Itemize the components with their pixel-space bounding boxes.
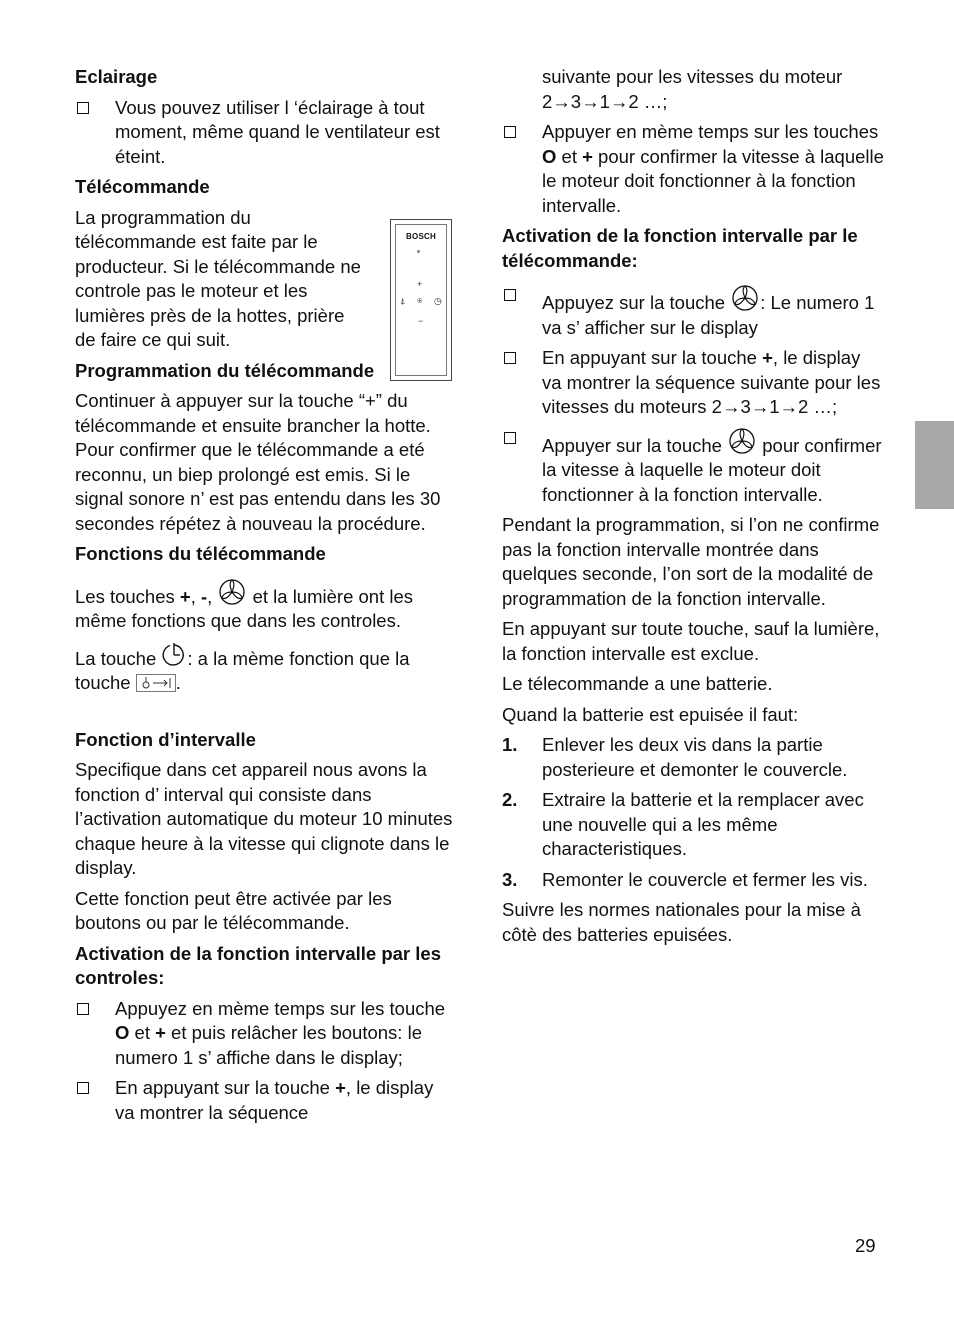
minus-key-label: - — [201, 585, 208, 607]
ctrl-item-2-continued: suivante pour les vitesses du moteur 2→3→1→2 …; — [542, 66, 843, 112]
ctrl-item1-c: et puis relâcher les boutons: le numero 1 s’ affiche dans le display; — [115, 1022, 422, 1068]
checkbox-bullet-icon — [77, 102, 89, 114]
checkbox-bullet-icon — [77, 1003, 89, 1015]
checkbox-bullet-icon — [504, 432, 516, 444]
fan-arrow-icon — [136, 674, 176, 692]
touches-para — [75, 577, 457, 634]
para-suivre: Suivre les normes nationales pour la mise à côtè des batteries epuisées. — [502, 899, 861, 945]
tel-item3-b: pour confirmer la vitesse à laquelle le moteur doit fonctionner à la fonction intervalle. — [542, 434, 882, 505]
remote-minus-button: − — [418, 316, 424, 326]
para-quand: Quand la batterie est epuisée il faut: — [502, 703, 799, 725]
fan-icon — [217, 577, 247, 607]
telecommande-heading: Télécommande — [75, 176, 210, 197]
fonctions-heading: Fonctions du télécommande — [75, 543, 326, 564]
remote-brand-logo: BOSCH — [406, 232, 436, 241]
para-appuyant: En appuyant sur toute touche, sauf la lumière, la fonction intervalle est exclue. — [502, 618, 880, 664]
plus-key-label: + — [762, 347, 773, 368]
checkbox-bullet-icon — [504, 126, 516, 138]
ctrl-item-1 — [75, 997, 457, 1071]
checkbox-bullet-icon — [77, 1082, 89, 1094]
ctrl-item2-b: , le display va montrer la séquence — [115, 1077, 434, 1123]
plus-key-label: + — [155, 1022, 166, 1043]
ctrl-item3-a: Appuyer en mème temps sur les touches — [542, 121, 879, 142]
plus-key-label: + — [335, 1077, 346, 1098]
ctrl-item2-a: En appuyant sur la touche — [115, 1077, 336, 1098]
checkbox-bullet-icon — [504, 352, 516, 364]
touches-sep1: , — [190, 585, 201, 607]
ctrl-item1-b: et — [129, 1022, 156, 1043]
activation-telecommande-heading: Activation de la fonction intervalle par le télécommande: — [502, 225, 858, 271]
tel-item-3 — [502, 426, 884, 508]
page-number: 29 — [855, 1235, 876, 1256]
programmation-heading: Programmation du télécommande — [75, 359, 375, 381]
fan-icon — [727, 426, 757, 456]
o-key-label: O — [115, 1022, 130, 1043]
step-text: Remonter le couvercle et fermer les vis. — [542, 868, 868, 890]
timer-icon — [161, 642, 187, 668]
eclairage-item-text: Vous pouvez utiliser l ‘éclairage à tout moment, même quand le ventilateur est éteint. — [115, 96, 440, 167]
tel-item2-a: En appuyant sur la touche — [542, 347, 763, 368]
tel-item1-b: : Le numero 1 va s’ afficher sur le display — [542, 292, 875, 338]
intervalle-heading: Fonction d’intervalle — [75, 728, 256, 750]
remote-plus-button: + — [417, 279, 423, 289]
intervalle-para1: Specifique dans cet appareil nous avons la fonction d’ interval qui consiste dans l’activation automatique du moteur 10 minutes chaque heure à la vitesse qui clignote dans le display. — [75, 759, 453, 878]
touche-para — [75, 642, 457, 696]
programmation-para: Continuer à appuyer sur la touche “+” du télécommande et ensuite brancher la hotte. Pour confirmer que le télécommande a eté reconnu, un biep prolongé est emis. Si le signal sonore n’ est pas entendu dans les 30 secondes répétez à nouveau la procédure. — [75, 390, 441, 534]
remote-light-button: ⍋ — [400, 296, 406, 306]
plus-key-label: + — [179, 585, 191, 607]
remote-fan-button: ⍟ — [417, 296, 423, 306]
ctrl-item3-b: et — [556, 145, 583, 167]
tel-item-2 — [502, 346, 884, 420]
fan-icon — [730, 283, 760, 313]
remote-led — [417, 250, 420, 253]
touches-sep2: , — [207, 585, 218, 607]
touche-end: . — [175, 672, 181, 693]
step-number: 1. — [502, 734, 518, 755]
ctrl-item-2 — [75, 1076, 457, 1125]
eclairage-item — [75, 96, 457, 170]
touche-mid: : a la mème fonction que la touche — [75, 647, 410, 693]
intervalle-para2: Cette fonction peut être activée par les boutons ou par le télécommande. — [75, 887, 392, 933]
plus-key-label: + — [582, 145, 593, 167]
tel-item-1 — [502, 283, 884, 340]
touches-post: et la lumière ont les même fonctions que dans les controles. — [75, 585, 414, 631]
tel-item2-b: , le display va montrer la séquence suivante pour les vitesses du moteurs 2→3→1→2 …; — [542, 347, 881, 417]
step-number: 3. — [502, 868, 518, 890]
telecommande-para: La programmation du télécommande est faite par le producteur. Si le télécommande ne controle pas le moteur et les lumières près de la hottes, prière de faire ce qui suit. — [75, 206, 361, 350]
eclairage-heading: Eclairage — [75, 66, 158, 87]
step-3 — [502, 868, 884, 893]
right-column — [502, 65, 884, 953]
o-key-label: O — [542, 145, 557, 167]
ctrl-item1-a: Appuyez en mème temps sur les touche — [115, 997, 446, 1019]
section-thumb-tab — [915, 421, 954, 509]
para-batterie: Le télecommande a une batterie. — [502, 673, 773, 694]
ctrl-item-3 — [502, 120, 884, 218]
para-pendant: Pendant la programmation, si l’on ne confirme pas la fonction intervalle montrée dans quelques seconde, l’on sort de la modalité de programmation de la fonction intervalle. — [502, 514, 880, 609]
checkbox-bullet-icon — [504, 289, 516, 301]
step-1 — [502, 733, 884, 782]
remote-control-illustration — [390, 219, 452, 381]
ctrl-item3-c: pour confirmer la vitesse à laquelle le moteur doit fonctionner à la fonction intervalle. — [542, 145, 884, 216]
step-2 — [502, 788, 884, 862]
tel-item3-a: Appuyer sur la touche — [542, 434, 728, 456]
tel-item1-a: Appuyez sur la touche — [542, 292, 731, 313]
step-text: Extraire la batterie et la remplacer avec une nouvelle qui a les même characteristiques. — [542, 789, 864, 859]
step-number: 2. — [502, 789, 518, 810]
step-text: Enlever les deux vis dans la partie posterieure et demonter le couvercle. — [542, 734, 848, 780]
remote-timer-button: ◷ — [434, 296, 442, 306]
touches-pre: Les touches — [75, 585, 180, 607]
activation-controles-heading: Activation de la fonction intervalle par les controles: — [75, 942, 441, 988]
touche-pre: La touche — [75, 647, 162, 669]
